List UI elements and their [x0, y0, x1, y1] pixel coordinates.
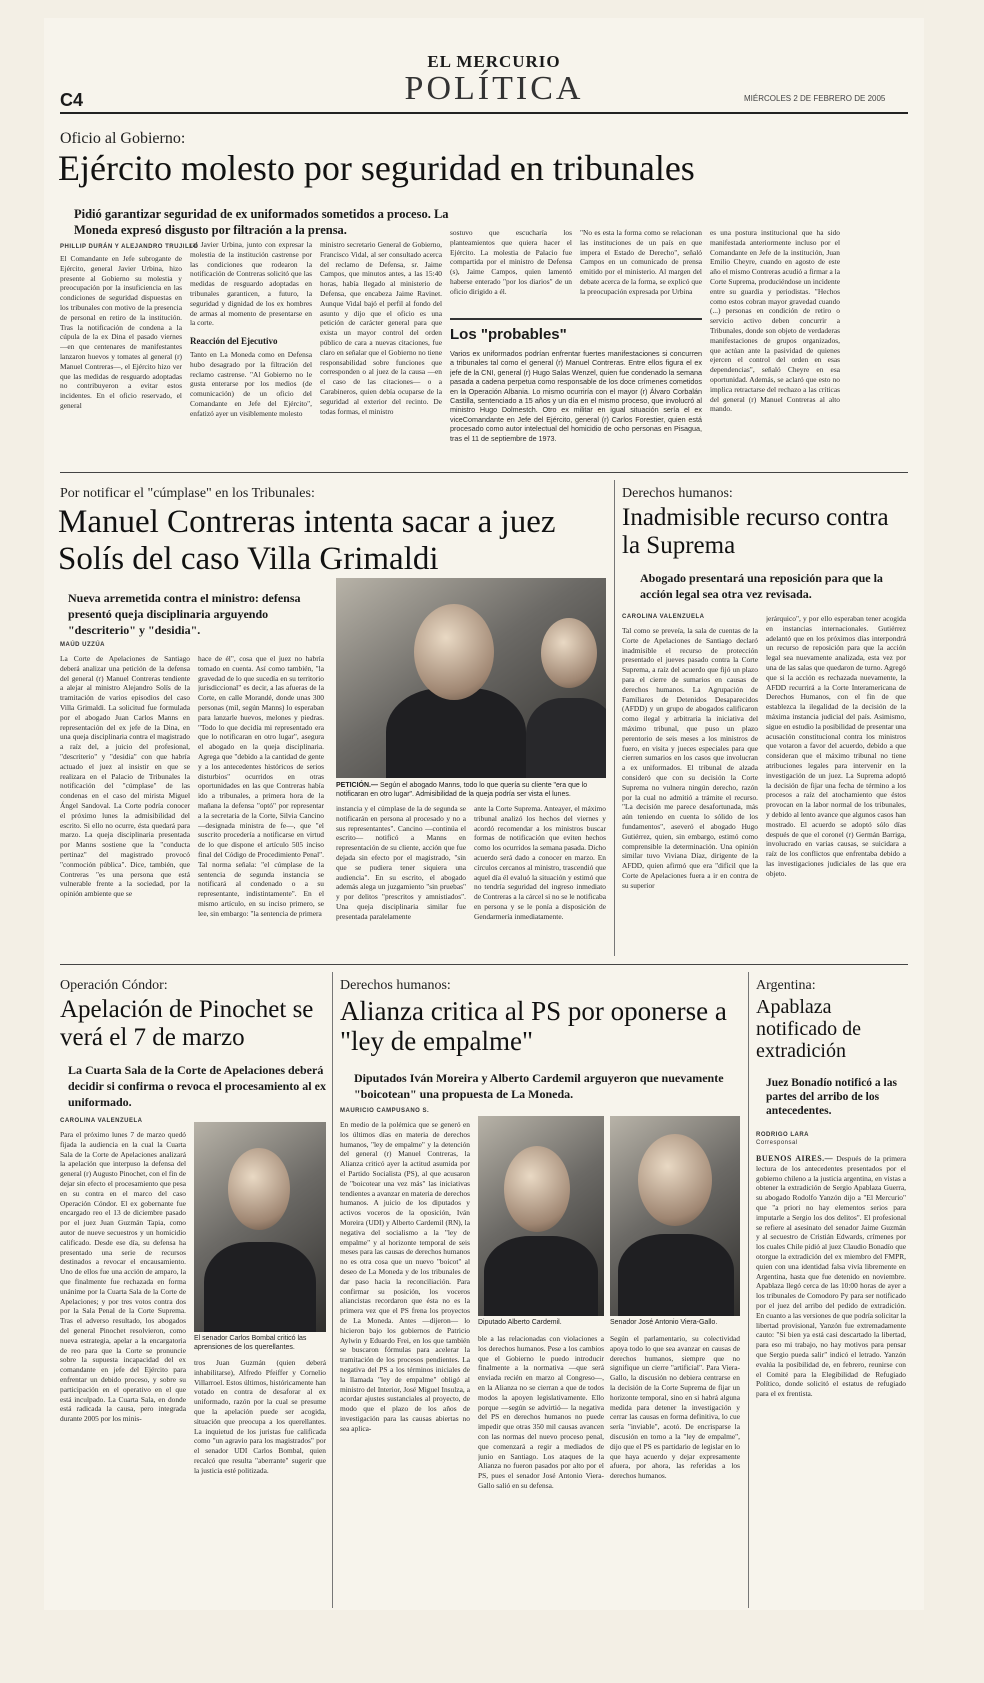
story1-col6: es una postura institucional que ha sido manifestada anteriormente incluso por el Comandante en Jefe de la institución, Juan Emilio Cheyre, cuando en agosto de este año el mismo Contreras acudió a firmar a la Corte Suprema, produciéndose un incidente entre su guardia y periodistas. "Hechos como estos cobran mayor gravedad cuando (...) personas en condición de retiro o servicio activo deben concurrir a Tribunales, donde son objeto de verdaderas manifestaciones de grupos organizados, que actúan ante la pasividad de quienes ejercen el control del orden en esas dependencias", señaló Cheyre en esa oportunidad. Además, se aclaró que esto no implica retractarse del rechazo a las críticas del general (r) Manuel Contreras al alto mando. — [710, 228, 840, 414]
story4-col1: Para el próximo lunes 7 de marzo quedó fijada la audiencia en la cual la Cuarta Sala de la Corte de Apelaciones analizará la apelación que interpuso la defensa del general (r) Augusto Pinochet, con el fin de dejar sin efecto el procesamiento que pesa en su contra en el marco del caso Operación Cóndor. El ex gobernante fue encargado reo el 13 de diciembre pasado por el juez Juan Guzmán Tapia, como autor de nueve secuestros y un homicidio calificado. Desde ese día, su defensa ha presentado una serie de recursos destinados a revocar el encausamiento. Uno de ellos fue una acción de amparo, la que finalmente fue rechazada en forma unánime por la Cuarta Sala de la Corte de Apelaciones; y por tres votos contra dos por la Sala Penal de la Corte Suprema. Tras el adverso resultado, los abogados del general Pinochet resolvieron, como nueva estrategia, apelar a la encargatoria de reo para que la Corte se pronuncie sobre la supuesta incapacidad del ex comandante en jefe del Ejército para enfrentar un debido proceso, y sobre su participación en el operativo en el que está inculpado. La Cuarta Sala, en donde está radicada la causa, pero integrada durante 2005 por los minis- — [60, 1130, 186, 1424]
story2-col1: La Corte de Apelaciones de Santiago deberá analizar una petición de la defensa del general (r) Manuel Contreras tendiente a alejar al ministro Alejandro Solís de la tramitación de varios episodios del caso Villa Grimaldi. La solicitud fue formulada por el abogado Juan Carlos Manns en representación del ex jefe de la Dina, en una queja disciplinaria contra el magistrado a raíz del, a juicio del profesional, "descriterio" y "desidia" con que habría actuado el juez al insistir en que se realizara en el Palacio de Tribunales la notificación del "cúmplase" de las condenas en el caso del mirista Miguel Ángel Sandoval. La Corte podría conocer el próximo lunes la admisibilidad del escrito. Si ello no ocurre, ésta quedará para marzo. La queja disciplinaria presentada por Manns sostiene que la "conducta pertinaz" del magistrado provocó "conmoción pública". Dice, también, que Contreras "es una persona que está vulnerable frente a la sociedad, por la opinión ambiente que se — [60, 654, 190, 899]
story6-kicker: Argentina: — [756, 978, 816, 993]
divider-2 — [60, 964, 908, 965]
story4-byline: CAROLINA VALENZUELA — [60, 1118, 143, 1124]
story5-col2: ble a las relacionadas con violaciones a los derechos humanos. Pese a los cambios que el Gobierno le puedo introducir finalmente a la normativa —que será enviada recién en marzo al Congreso—, en la Alianza no se cierran a que de todos modos la apoyen legislativamente. Ello porque —según se advirtió— la negativa del PS en derechos humanos no puede impedir que otras 350 mil causas avancen con las normas del nuevo proceso penal, que comenzará a regir a mediados de junio en Santiago. Los ataques de la Alianza no fueron pasados por alto por el PS, pues el senador José Antonio Viera-Gallo salió en su defensa. — [478, 1334, 604, 1490]
story6-deck: Juez Bonadío notificó a las partes del arribo de los antecedentes. — [766, 1077, 897, 1117]
cardemil-photo — [478, 1116, 604, 1316]
story4-deck: La Cuarta Sala de la Corte de Apelaciones deberá decidir si confirma o revoca el procesamiento al ex uniformado. — [68, 1063, 326, 1109]
story1-byline: PHILLIP DURÁN Y ALEJANDRO TRUJILLO — [60, 244, 199, 250]
story1-col5: "No es esta la forma como se relacionan las instituciones de un país en que impera el Estado de Derecho", señaló Campos en un comunicado de prensa emitido por el ministerio. Al margen del debate acerca de la forma, se explicó que la preocupación expresada por Urbina — [580, 228, 702, 296]
probables-body: Varios ex uniformados podrían enfrentar fuertes manifestaciones si concurren a tribunales tal como el general (r) Manuel Contreras. Entre ellos figura el ex jefe de la CNI, general (r) Hugo Salas Wenzel, quien fue condenado la semana pasada a cadena perpetua como responsable de los doce crímenes cometidos en la Operación Albania. Lo mismo ocurriría con el mayor (r) Álvaro Corbalán Castilla, sentenciado a 15 años y un día en el mismo proceso, que involucró al ministro Hugo Dolmestch. Otro ex militar en igual situación sería el ex viceComandante en Jefe del Ejército, general (r) Carlos Forestier, quien está procesado como autor intelectual del homicidio de ocho personas en Pisagua, tras el 11 de septiembre de 1973. — [450, 349, 702, 443]
story5-kicker: Derechos humanos: — [340, 978, 451, 993]
story6-headline: Apablaza notificado de extradición — [756, 996, 861, 1062]
story6-byline: RODRIGO LARA — [756, 1132, 809, 1138]
contreras-photo — [336, 578, 606, 778]
divider-v3 — [748, 972, 749, 1608]
story5-deck: Diputados Iván Moreira y Alberto Cardemil arguyeron que nuevamente "boicotean" una propuesta de La Moneda. — [354, 1071, 724, 1101]
cardemil-caption: Diputado Alberto Cardemil. — [478, 1319, 562, 1326]
story3-headline: Inadmisible recurso contra la Suprema — [622, 504, 889, 559]
story2-headline: Manuel Contreras intenta sacar a juez Solís del caso Villa Grimaldi — [58, 504, 556, 577]
viera-gallo-photo — [610, 1116, 740, 1316]
probables-title: Los "probables" — [450, 326, 567, 343]
story6-byline-role: Corresponsal — [756, 1140, 798, 1146]
newspaper-page — [44, 18, 924, 1610]
divider-1 — [60, 472, 908, 473]
story6-body-wrap — [756, 1154, 906, 1610]
story1-headline: Ejército molesto por seguridad en tribunales — [58, 148, 695, 188]
story1-col1: El Comandante en Jefe subrogante de Ejército, general Javier Urbina, hizo presente al Gobierno su molestia y preocupación por la insuficiencia en las condiciones de seguridad dispuestas en los tribunales con motivo de la presencia de personal en retiro de la institución. Tras la notificación de condena a la cúpula de la ex Dina el pasado viernes —en que centenares de manifestantes lanzaron huevos y tomates al general (r) Manuel Contreras—, el Ejército hizo ver que las medidas de resguardo adoptadas no contribuyeron a evitar estos incidentes. En el oficio reservado, el general — [60, 254, 182, 410]
bombal-caption: El senador Carlos Bombal criticó las aprensiones de los querellantes. — [194, 1335, 307, 1351]
newspaper-name: EL MERCURIO — [427, 52, 561, 71]
story1-col3: ministro secretario General de Gobierno, Francisco Vidal, al ser consultado acerca del reclamo de Defensa, sr. Jaime Campos, que minutos antes, a las 15:40 horas, había llegado al ministerio de Defensa, que encabeza Jaime Ravinet. Aunque Vidal bajó el perfil al fondo del asunto y dijo que el oficio es una petición de carácter general para que exista un mayor control del orden público de cara a nuevas citaciones, fue claro en señalar que el Gobierno no tiene responsabilidad sobre funciones que corresponden o al juez de la causa —en el caso de las citaciones— o a Carabineros, quien debía ocuparse de la seguridad al exterior del recinto. De todas formas, el ministro — [320, 240, 442, 416]
viera-gallo-caption: Senador José Antonio Viera-Gallo. — [610, 1319, 718, 1326]
story4-col2: tros Juan Guzmán (quien deberá inhabilitarse), Alfredo Pfeiffer y Cornelio Villarroel. Estos últimos, históricamente han votado en contra de desaforar al ex uniformado, razón por la cual se presume que la apelación puede ser acogida, situación que preocupa a los querellantes. La inquietud de los juristas fue calificada como "un agravio para los magistrados" por el senador UDI Carlos Bombal, quien recalcó que resulta "aberrante" sugerir que la justicia esté politizada. — [194, 1358, 326, 1475]
divider-v1 — [614, 480, 615, 956]
story2-col3: instancia y el cúmplase de la de segunda se notificarán en persona al procesado y no a sus representantes". Cancino —continúa el escrito— notificó a Manns en representación de su cliente, acción que fue dejada sin efecto por el magistrado, "sin que se pudiera tener siquiera una audiencia". En su escrito, el abogado además alega un juzgamiento "sin pruebas" y por delitos "prescritos y amnistiados". Una queja disciplinaria similar fue presentada paralelamente — [336, 804, 466, 921]
probables-box — [450, 318, 702, 464]
bombal-photo — [194, 1122, 326, 1332]
story1-deck: Pidió garantizar seguridad de ex uniformados sometidos a proceso. La Moneda expresó disgusto por filtración a la prensa. — [74, 207, 449, 237]
story6-body — [756, 1154, 906, 1610]
issue-date: MIÉRCOLES 2 DE FEBRERO DE 2005 — [744, 94, 886, 103]
divider-v2 — [332, 972, 333, 1608]
story3-deck: Abogado presentará una reposición para que la acción legal sea otra vez revisada. — [640, 571, 883, 601]
story1-subhead: Reacción del Ejecutivo — [190, 336, 278, 346]
caption-text: Según el abogado Manns, todo lo que quería su cliente "era que lo notificaran en otro lugar". Admisibilidad de la queja podría ser vista el lunes. — [336, 782, 588, 798]
story4-headline: Apelación de Pinochet se verá el 7 de marzo — [60, 996, 314, 1051]
page-number: C4 — [60, 90, 84, 110]
story2-col2: hace de él", cosa que el juez no habría tomado en cuenta. Así como también, "la gravedad de lo que sucedía en su territorio jurisdiccional" es decir, a las afueras de la Corte, en calle Morandé, donde unas 300 personas (mil, según Manns) lo esperaban para lanzarle huevos, melones y piedras. "Todo lo que decidía mi representado era que lo notificaran en otro lugar", asegura el abogado en la queja disciplinaria. Agrega que "debido a la cantidad de gente y a los antecedentes históricos de serios disturbios" ocurridos en otras oportunidades en las que Contreras había ido a tribunales, a primera hora de la mañana la defensa "optó" por representar a la secretaria de la Corte, Silvia Cancino —designada ministra de fe—, que "el suscrito procedería a notificarse en virtud de lo que dispone el artículo 505 inciso final del Código de Procedimiento Penal". Tal norma señala: "el cúmplase de la sentencia de segunda instancia se notificará al condenado o a su representante, indistintamente". En el mismo artículo, en su inciso primero, se lee, sin embargo: "la sentencia de primera — [198, 654, 324, 918]
story3-col2: jerárquico", y por ello esperaban tener acogida en instancias internacionales. Gutiérrez adelantó que en los próximos días interpondrá un recurso de reposición para que la acción legal sea nuevamente analizada, esta vez por una de las salas que quedaron de turno. Agregó que si la acción es rechazada nuevamente, la AFDD recurrirá a la Corte Interamericana de Derechos Humanos, con el fin de que establezca la ilegalidad de la decisión de la máxima instancia judicial del país. Asimismo, sigue en estudio la posibilidad de presentar una acusación constitucional contra los ministros que votaron a favor del acuerdo, debido a que consideran que el máximo tribunal no tiene atribuciones legales para intervenir en la investigación de un juez. La Suprema adoptó la decisión de fijar una fecha de término a los procesos a raíz del atochamiento que éstos provocan en la labor normal de los tribunales, y debido al lento avance que algunos casos han mostrado. El acuerdo se adoptó sólo días después de que el coronel (r) Germán Barriga, involucrado en varias causas, se suicidara a raíz de los conflictos que enfrentaba debido a las investigaciones judiciales de las que era objeto. — [766, 614, 906, 878]
story5-col1: En medio de la polémica que se generó en los últimos días en materia de derechos humanos, "ley de empalme" y la detención del general (r) Manuel Contreras, la Alianza criticó ayer la actitud asumida por el Partido Socialista (PS), al que acusaron de "boicotear una vez más" las iniciativas tendientes a avanzar en materia de derechos humanos. A juicio de los diputados y activos voceros de la oposición, Iván Moreira (UDI) y Alberto Cardemil (RN), la negativa del socialismo a la "ley de empalme" y al horizonte temporal de seis meses para las causas de derechos humanos no es otra cosa que un nuevo "boicot" al deseo de La Moneda y de los tribunales de dar paso hacia la reconciliación. Para confirmar su posición, los voceros aliancistas recordaron que ésta no es la primera vez que el PS frena los proyectos de La Moneda. Antes —dijeron— lo hicieron bajo los gobiernos de Patricio Aylwin y Eduardo Frei, en los que también se buscaron fórmulas para acelerar la tramitación de los procesos pendientes. La negativa del PS a los términos iniciales de la llamada "ley de empalme" obligó al ministro del Interior, José Miguel Insulza, a acordar ajustes sustanciales al proyecto, de modo que el plazo de los años de investigación para las causas abiertas no sea aplica- — [340, 1120, 470, 1433]
story6-body-text: Después de la primera lectura de los antecedentes presentados por el gobierno chileno a la justicia argentina, en vistas a obtener la extradición de Sergio Apablaza Guerra, su abogado Rodolfo Yanzón dijo a "El Mercurio" que "a priori no hay elementos serios para imputarle a Sergio los dos delitos". El profesional se refiere al asesinato del senador Jaime Guzmán y al secuestro de Cristián Edwards, crímenes por los cuales Chile pidió al juez Claudio Bonadío que otorgue la extradición del ex miembro del FMPR, quien con una identidad falsa vivía libremente en Argentina, hasta que fue detenido en noviembre. Apablaza llegó cerca de las 10:00 horas de ayer a los tribunales de Comodoro Py para ser notificado por el juez del arribo del pedido de extradición. En cuanto a las versiones de que podría solicitar la libertad provisional, Yanzón fue extremadamente cauto: "Si bien ya está casi descartado la libertad, para eso mi trabajo, no hay motivos para pensar que Sergio pueda salir" indicó el letrado. Yanzón evalúa la posibilidad de, en febrero, reunirse con el Comité para la Elegibilidad de Refugiado Político, donde solicitó el estatus de refugiado para el ex frentista. — [756, 1154, 906, 1399]
section-title: POLÍTICA — [404, 70, 584, 107]
story5-headline: Alianza critica al PS por oponerse a "ley de empalme" — [340, 996, 727, 1056]
story3-col1: Tal como se preveía, la sala de cuentas de la Corte de Apelaciones de Santiago declaró inadmisible el recurso de protección presentado el jueves pasado contra la Corte Suprema, a raíz del acuerdo que fijó un plazo para el cierre de sumarios en causas de derechos humanos. La Agrupación de Familiares de Detenidos Desaparecidos (AFDD) y un grupo de abogados calificaron como ilegal y arbitraria la iniciativa del máximo tribunal, que puso un plazo perentorio de seis meses a los ministros de fuero, en visita y jueces especiales para que cierren sumarios en los casos que involucran a ex uniformados. El tribunal de alzada consideró que con su decisión la Corte Suprema no vulnera ningún derecho, razón por la cual no admitió a trámite el recurso. "La decisión me parece desafortunada, más aún teniendo en cuenta lo sólido de los fundamentos", aseveró el abogado Hugo Gutiérrez, quien, sin embargo, estimó como comprensible la determinación. Una opinión similar tuvo Viviana Díaz, dirigente de la AFDD, quien afirmó que era "difícil que la Corte de Apelaciones fuera a ir en contra de su superior — [622, 626, 758, 890]
story1-col2b: Tanto en La Moneda como en Defensa hubo desagrado por la filtración del reclamo castrense. "Al Gobierno no le gusta enterarse por los medios (de comunicación) de un oficio del Comandante en Jefe del Ejército", enfatizó ayer un visiblemente molesto — [190, 350, 312, 418]
story5-byline: MAURICIO CAMPUSANO S. — [340, 1108, 430, 1114]
story2-kicker: Por notificar el "cúmplase" en los Tribunales: — [60, 486, 315, 501]
story4-kicker: Operación Cóndor: — [60, 978, 168, 993]
story5-col3: Según el parlamentario, su colectividad apoya todo lo que sea avanzar en causas de derechos humanos, siempre que no signifique un cierre "artificial". Para Viera-Gallo, la discusión no debiera centrarse en la decisión de la Corte Suprema de fijar un horizonte temporal, sino en si habrá alguna medida para detener la investigación y cerrar las causas en forma definitiva, lo cue sería "inviable", acotó. De encrisparse la discusión en torno a la "ley de empalme", dijo que el PS es partidario de legislar en lo que haya acuerdo y dejar expresamente afuera, por ahora, las referidas a los derechos humanos. — [610, 1334, 740, 1481]
story2-deck: Nueva arremetida contra el ministro: defensa presentó queja disciplinaria arguyendo "descriterio" y "desidia". — [68, 591, 301, 637]
story1-kicker: Oficio al Gobierno: — [60, 130, 186, 147]
masthead-rule — [60, 112, 908, 114]
story2-col4: ante la Corte Suprema. Anteayer, el máximo tribunal analizó los hechos del viernes y acordó recomendar a los ministros buscar formas de notificación que eviten hechos como los ocurridos la semana pasada. Dicho acuerdo será dado a conocer en marzo. En círculos cercanos al ministro, trascendió que aquel día él evaluó la situación y estimó que no tendría seguridad del ingreso inmediato de Contreras a la cárcel si no se le notificaba en persona y se le ponía a disposición de Gendarmería inmediatamente. — [474, 804, 606, 921]
story6-dateline: BUENOS AIRES.— — [756, 1154, 834, 1163]
story1-col2: ral Javier Urbina, junto con expresar la molestia de la institución castrense por las condiciones que rodearon la notificación de Contreras solicitó que las medidas de resguardo adoptadas en tribunales garanticen, a futuro, la seguridad y dignidad de los ex hombres de armas al momento de presentarse en la corte. — [190, 240, 312, 328]
caption-label: PETICIÓN.— — [336, 782, 379, 789]
story3-byline: CAROLINA VALENZUELA — [622, 614, 705, 620]
story3-kicker: Derechos humanos: — [622, 486, 733, 501]
contreras-caption — [336, 781, 606, 799]
story1-col4: sostuvo que escucharía los planteamientos que quiera hacer el Ejército. La molestia de Palacio fue compartida por el ministro de Defensa (s), Jaime Campos, quien lamentó haberse enterado "por los diarios" de un oficio dirigido a él. — [450, 228, 572, 296]
story2-byline: MAÚD UZZÚA — [60, 642, 105, 648]
